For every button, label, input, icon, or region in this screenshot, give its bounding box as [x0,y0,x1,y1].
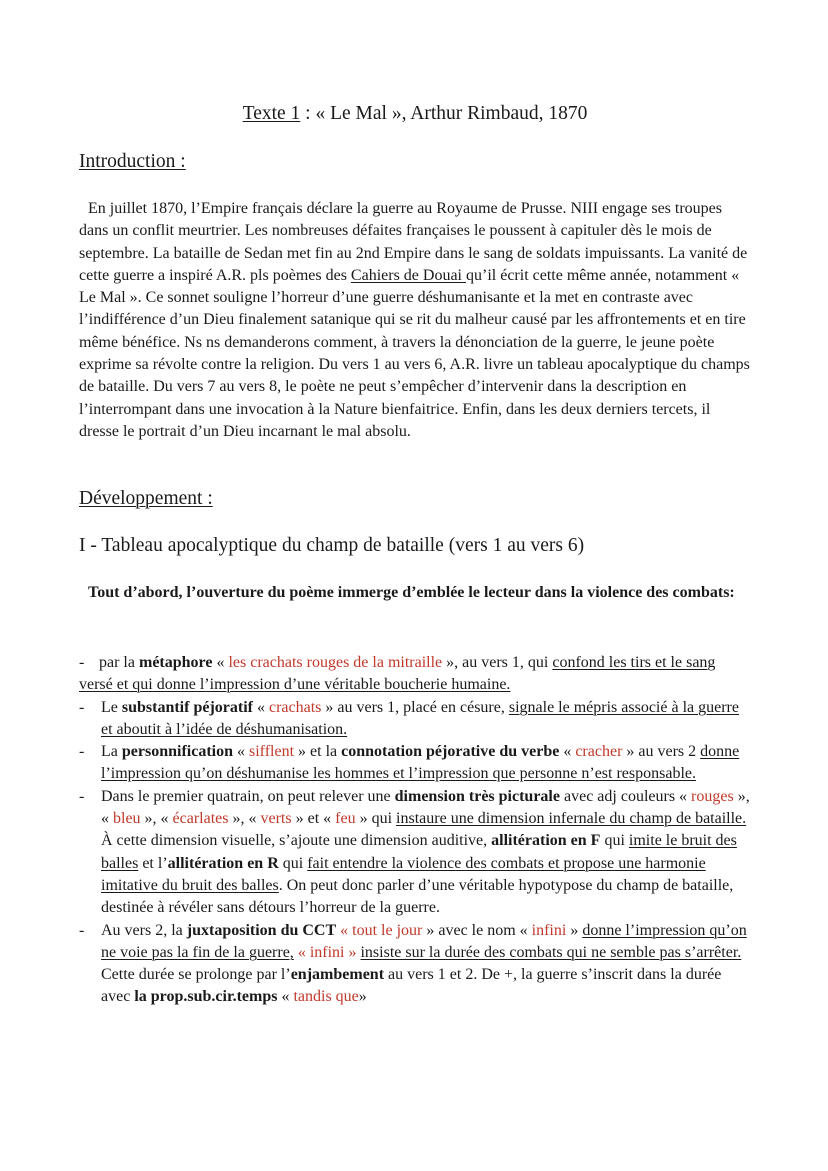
list-item [79,786,751,920]
key-term: métaphore [138,654,213,671]
key-term: allitération en F [491,832,601,850]
text-run: », « [101,787,750,828]
interpretation: instaure une dimension infernale du champ de bataille. [396,810,747,828]
text-run: qui [278,854,308,872]
quote: verts [260,810,292,828]
text-run: » et la [294,743,342,761]
quote: rouges [691,787,734,805]
key-term: personnification [121,743,233,761]
text-run: » [566,921,583,939]
dash-bullet: - [79,654,85,671]
quote: bleu [113,810,141,828]
title-label: Texte 1 [242,103,301,124]
text-run: À cette dimension visuelle, s’ajoute une dimension auditive, [101,832,492,850]
key-term: substantif péjoratif [121,698,253,716]
quote: infini [531,921,567,939]
text-run: », « [140,810,173,828]
dash-bullet: - [79,921,85,939]
text-run: « [559,743,576,761]
key-term: enjambement [290,966,385,984]
key-term: juxtaposition du CCT [186,921,337,939]
key-term: dimension très picturale [394,787,560,805]
text-run: » [358,988,367,1006]
text-run: « [252,698,269,716]
text-run: « [277,988,294,1006]
text-run: » qui [355,810,397,828]
interpretation: fait entendre la violence des combats et propose une harmonie imitative du bruit des balles [101,854,706,894]
dash-bullet: - [79,787,85,805]
key-term: allitération en R [167,854,279,872]
quote: feu [335,810,356,828]
introduction-heading: Introduction : [79,151,186,172]
dash-bullet: - [79,743,85,761]
quote: crachats [268,698,322,716]
quote: « infini » [297,943,357,961]
key-term: la prop.sub.cir.temps [134,988,278,1006]
text-run: », au vers 1, qui [442,654,553,671]
text-run: et l’ [138,854,168,872]
key-term: connotation péjorative du verbe [341,743,560,761]
interpretation: insiste sur la durée des combats qui ne semble pas s’arrêter. [360,943,742,961]
quote: les crachats rouges de la mitraille [228,654,443,671]
text-run: Cette durée se prolonge par l’ [101,966,291,984]
text-run: qui [600,832,629,850]
text-run: » avec le nom « [422,921,532,939]
work-title: Cahiers de Douai [350,266,466,284]
text-run: par la [99,654,139,671]
list-item [79,697,751,742]
dash-bullet: - [79,698,85,716]
list-item [79,741,751,786]
analysis-list [79,652,751,1009]
quote: « tout le jour [340,921,423,939]
text-run: Dans le premier quatrain, on peut relever une [101,787,395,805]
development-heading: Développement : [79,488,213,509]
quote: sifflent [249,743,295,761]
text-run: La [101,743,122,761]
text-run: « [233,743,249,761]
interpretation: signale le mépris associé à la guerre et aboutit à l’idée de déshumanisation. [101,698,739,738]
text-run: « [212,654,229,671]
introduction-paragraph [79,198,751,443]
text-run: . On peut donc parler d’une véritable hypotypose du champ de bataille, destinée à révéler sans détours l’horreur de la guerre. [101,876,734,917]
section-title: I - Tableau apocalyptique du champ de bataille (vers 1 au vers 6) [79,535,585,556]
text-run: au vers 1 et 2. De +, la guerre s’inscrit dans la durée avec [101,966,722,1006]
quote: tandis que [293,988,359,1006]
text-run: » et « [291,810,336,828]
text-run: Au vers 2, la [101,921,187,939]
interpretation: donne l’impression qu’on déshumanise les hommes et l’impression que personne n’est responsable. [101,743,740,783]
text-run: » au vers 2 [622,743,701,761]
intro-text-1: En juillet 1870, l’Empire français déclare la guerre au Royaume de Prusse. NIII engage ses troupes dans un conflit meurtrier. Les nombreuses défaites françaises le poussent à capituler dès le mois de septembre. La bataille de Sedan met fin au 2nd Empire dans le sang de soldats impuissants. La vanité de cette guerre a inspiré A.R. pls poèmes des [79,200,748,284]
list-item [79,652,751,697]
lead-text: Tout d’abord, l’ouverture du poème immerge d’emblée le lecteur dans la violence des combats: [88,584,735,601]
section-lead [79,582,751,604]
interpretation: donne l’impression qu’on ne voie pas la fin de la guerre, [101,921,747,961]
text-run: avec adj couleurs « [559,787,692,805]
intro-text-2: qu’il écrit cette même année, notamment « Le Mal ». Ce sonnet souligne l’horreur d’une guerre déshumanisante et la met en contraste avec l’indifférence d’un Dieu finalement satanique qui se rit du malheur causé par les affrontements et en tire même bénéfice. Ns ns demanderons comment, à travers la dénonciation de la guerre, le jeune poète exprime sa révolte contre la religion. Du vers 1 au vers 6, A.R. livre un tableau apocalyptique du champs de bataille. Du vers 7 au vers 8, le poète ne peut s’empêcher d’intervenir dans la description en l’interrompant dans une invocation à la Nature bienfaitrice. Enfin, dans les deux derniers tercets, il dresse le portrait d’un Dieu incarnant le mal absolu. [79,266,750,440]
text-run: Le [101,698,122,716]
interpretation: confond les tirs et le sang versé et qui donne l’impression d’une véritable boucherie humaine. [79,654,716,694]
quote: écarlates [172,810,229,828]
quote: cracher [575,743,623,761]
text-run: », « [228,810,261,828]
document-title [79,101,751,127]
interpretation: imite le bruit des balles [101,832,737,872]
title-rest: : « Le Mal », Arthur Rimbaud, 1870 [300,103,588,124]
text-run: » au vers 1, placé en césure, [321,698,509,716]
list-item [79,920,751,1009]
